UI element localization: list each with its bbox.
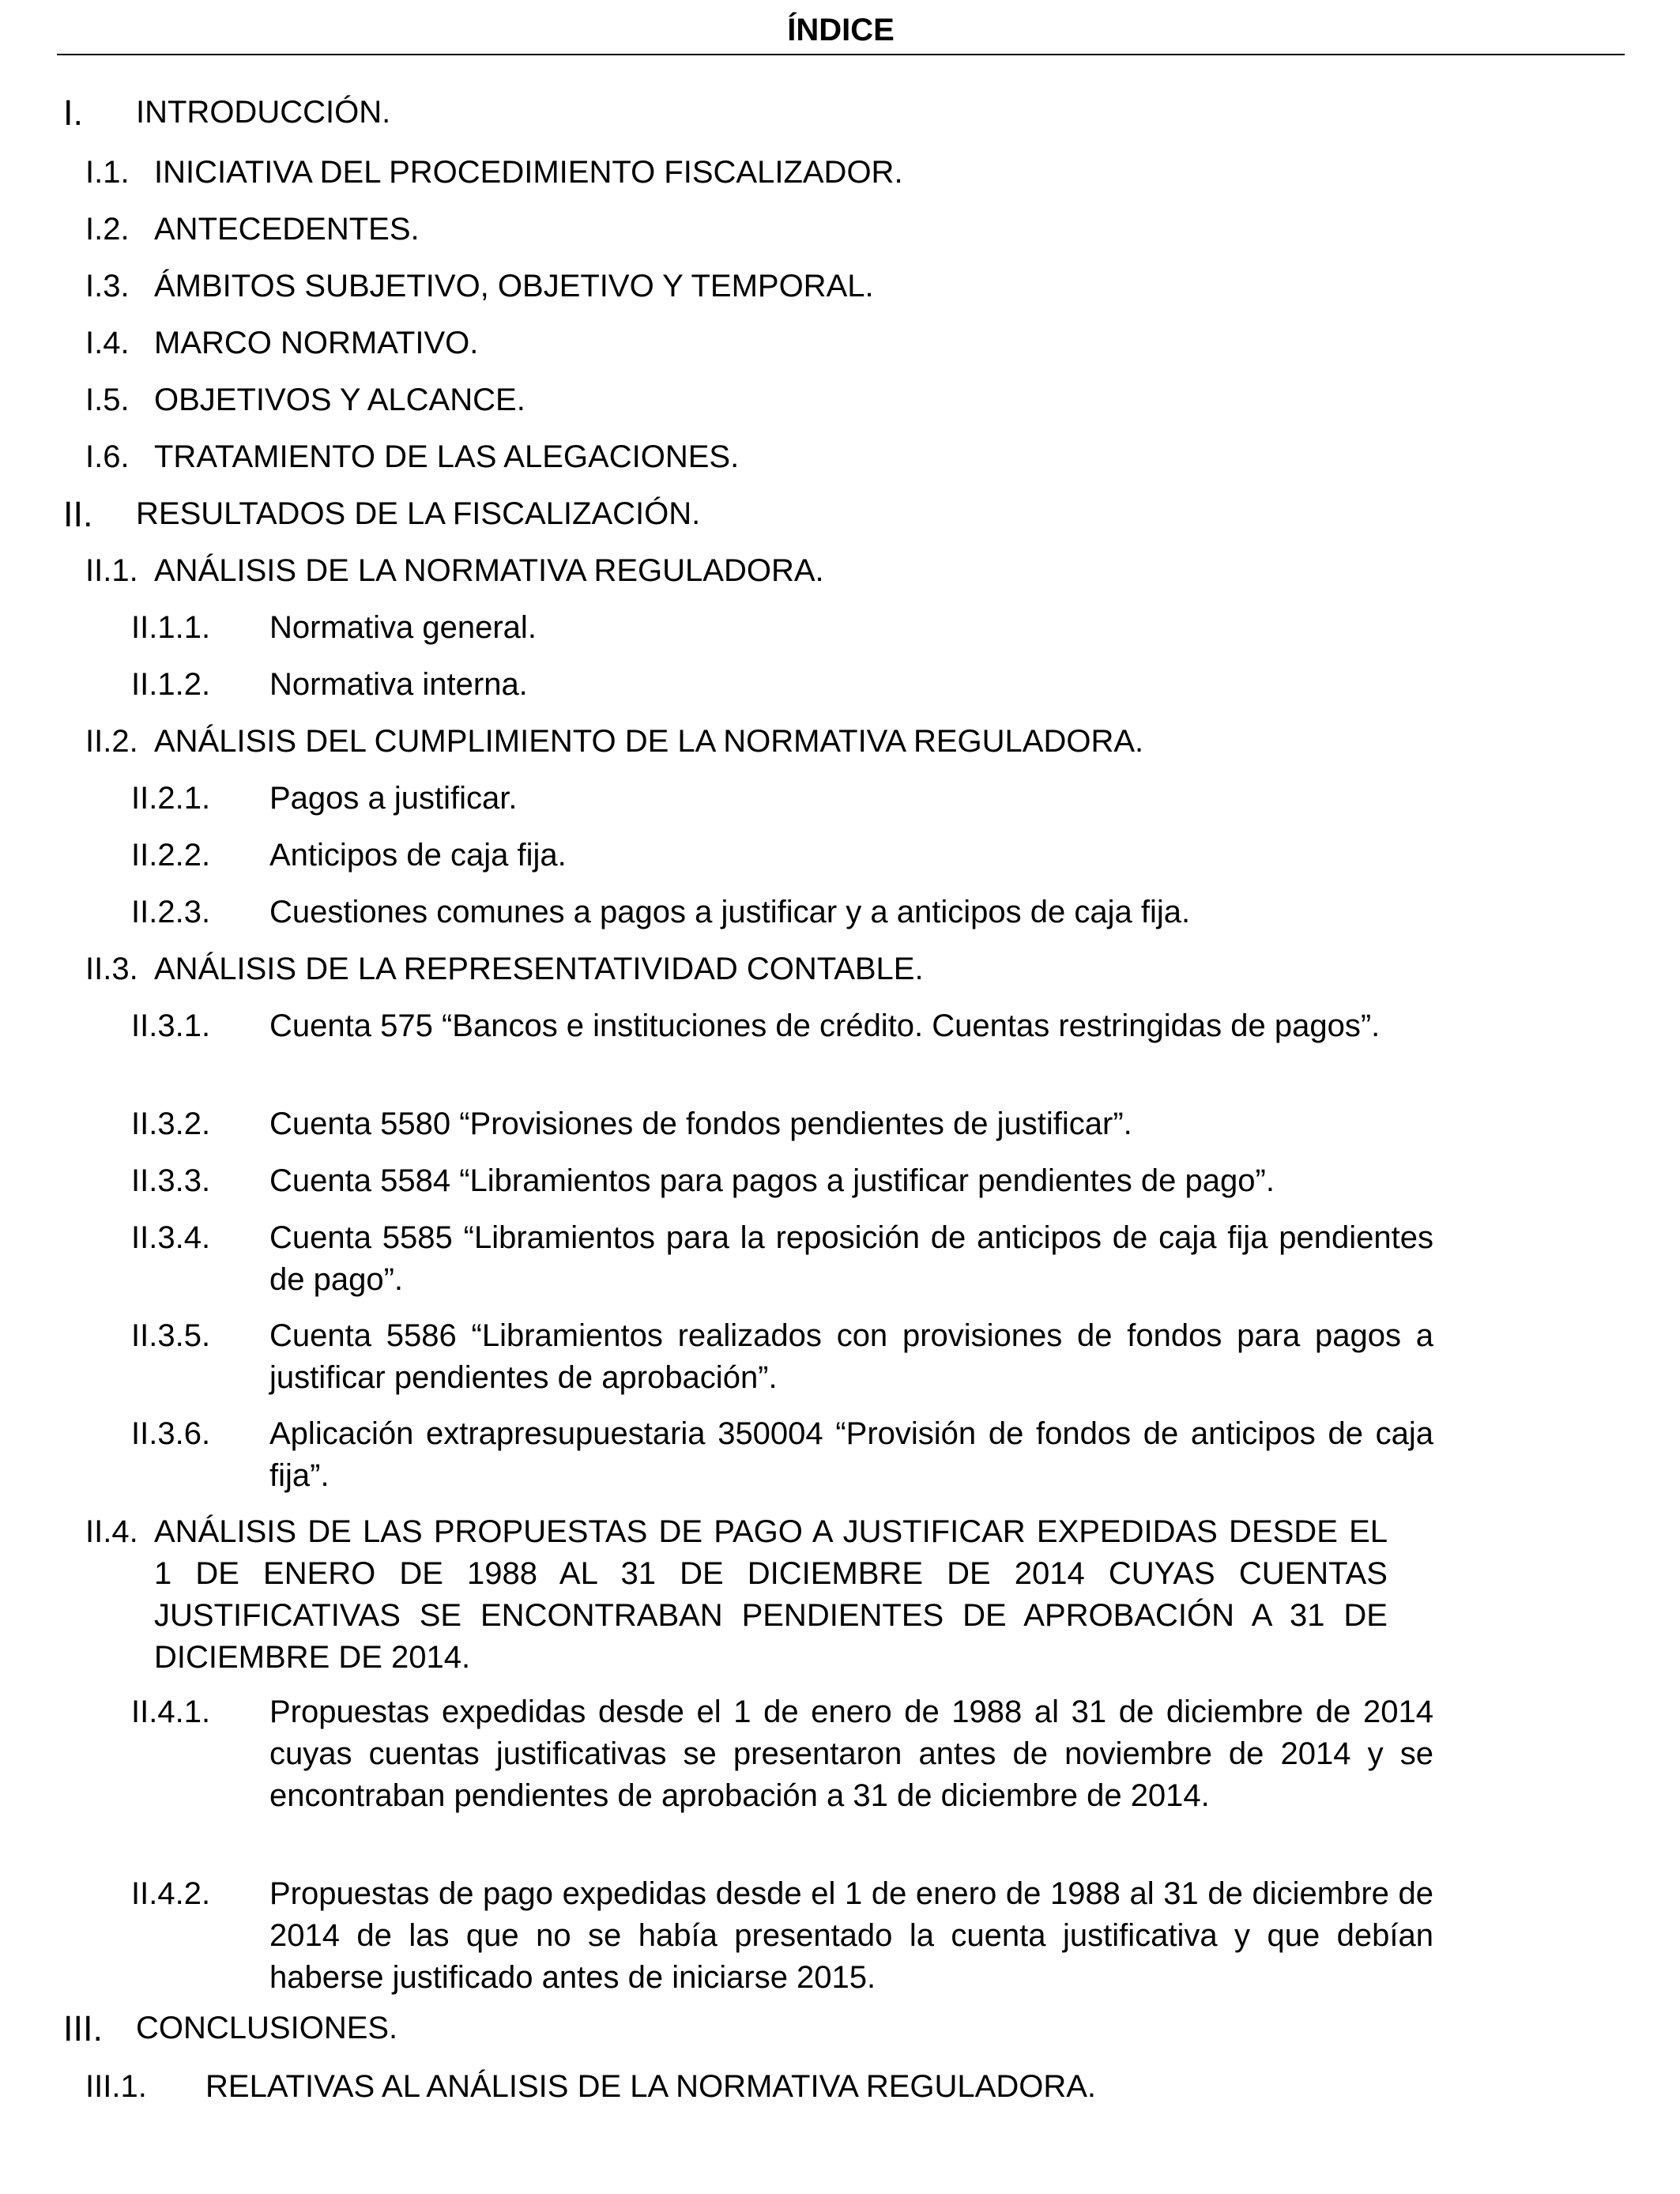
toc-number: II.3.3. xyxy=(131,1163,211,1198)
toc-number: II. xyxy=(63,494,93,534)
toc-number: II.4. xyxy=(85,1514,138,1549)
toc-number: III.1. xyxy=(85,2069,147,2104)
toc-number: II.3.1. xyxy=(131,1008,211,1043)
toc-number: I.4. xyxy=(85,326,130,360)
toc-text: CONCLUSIONES. xyxy=(136,2011,398,2045)
toc-number: II.2.1. xyxy=(131,781,211,816)
toc-text: TRATAMIENTO DE LAS ALEGACIONES. xyxy=(154,439,740,474)
toc-text: Cuestiones comunes a pagos a justificar y a anticipos de caja fija. xyxy=(269,895,1191,929)
toc-number: I. xyxy=(63,92,84,133)
index-header xyxy=(57,8,1625,55)
toc-number: II.1.2. xyxy=(131,667,211,702)
toc-text: OBJETIVOS Y ALCANCE. xyxy=(154,383,525,417)
toc-number: III. xyxy=(63,2008,104,2049)
toc-number: I.3. xyxy=(85,269,130,303)
toc-text: Anticipos de caja fija. xyxy=(269,838,567,873)
toc-number: II.1. xyxy=(85,553,138,588)
toc-number: II.3.5. xyxy=(131,1318,211,1353)
toc-number: II.3.2. xyxy=(131,1106,211,1141)
toc-number: I.1. xyxy=(85,155,130,190)
toc-text: ANÁLISIS DE LA NORMATIVA REGULADORA. xyxy=(154,553,824,588)
toc-number: II.4.1. xyxy=(131,1695,211,1729)
toc-text: ANÁLISIS DE LAS PROPUESTAS DE PAGO A JUSTIFICAR EXPEDIDAS DESDE EL 1 DE ENERO DE 1988 AL 31 DE DICIEMBRE DE 2014 CUYAS CUENTAS JUSTIFICATIVAS SE ENCONTRABAN PENDIENTES DE APROBACIÓN A 31 DE DICIEMBRE DE 2014. xyxy=(154,1514,1388,1675)
toc-text: Cuenta 5586 “Libramientos realizados con provisiones de fondos para pagos a justificar pendientes de aprobación”. xyxy=(269,1318,1433,1395)
toc-text: ANÁLISIS DEL CUMPLIMIENTO DE LA NORMATIVA REGULADORA. xyxy=(154,724,1144,759)
toc-text: Pagos a justificar. xyxy=(269,781,518,816)
toc-text: ANTECEDENTES. xyxy=(154,212,420,247)
toc-number: II.3. xyxy=(85,952,138,986)
toc-number: II.2. xyxy=(85,724,138,759)
toc-number: II.3.4. xyxy=(131,1220,211,1255)
index-title: ÍNDICE xyxy=(787,13,895,47)
toc-text: Cuenta 5585 “Libramientos para la reposición de anticipos de caja fija pendientes de pago”. xyxy=(269,1220,1433,1297)
toc-number: II.4.2. xyxy=(131,1876,211,1911)
toc-number: II.2.2. xyxy=(131,838,211,873)
toc-text: Normativa interna. xyxy=(269,667,528,702)
toc-text: Propuestas de pago expedidas desde el 1 de enero de 1988 al 31 de diciembre de 2014 de las que no se había presentado la cuenta justificativa y que debían haberse justificado antes de iniciarse 2015. xyxy=(269,1876,1433,1995)
toc-text: Propuestas expedidas desde el 1 de enero de 1988 al 31 de diciembre de 2014 cuyas cuentas justificativas se presentaron antes de noviembre de 2014 y se encontraban pendientes de aprobación a 31 de diciembre de 2014. xyxy=(269,1695,1433,1813)
toc-text: INTRODUCCIÓN. xyxy=(136,95,391,130)
toc-number: I.2. xyxy=(85,212,130,247)
toc-text: Aplicación extrapresupuestaria 350004 “Provisión de fondos de anticipos de caja fija”. xyxy=(269,1416,1433,1493)
toc-text: Cuenta 575 “Bancos e instituciones de crédito. Cuentas restringidas de pagos”. xyxy=(269,1008,1381,1043)
toc-text: RESULTADOS DE LA FISCALIZACIÓN. xyxy=(136,496,701,531)
toc-text: Cuenta 5580 “Provisiones de fondos pendientes de justificar”. xyxy=(269,1106,1132,1141)
toc-number: II.3.6. xyxy=(131,1416,211,1451)
toc-number: I.5. xyxy=(85,383,130,417)
toc-text: ÁMBITOS SUBJETIVO, OBJETIVO Y TEMPORAL. xyxy=(154,269,874,303)
toc-text: ANÁLISIS DE LA REPRESENTATIVIDAD CONTABLE. xyxy=(154,952,924,986)
toc-number: I.6. xyxy=(85,439,130,474)
toc-number: II.2.3. xyxy=(131,895,211,929)
toc-number: II.1.1. xyxy=(131,610,211,645)
toc-text: RELATIVAS AL ANÁLISIS DE LA NORMATIVA REGULADORA. xyxy=(205,2069,1097,2104)
toc-text: Cuenta 5584 “Libramientos para pagos a justificar pendientes de pago”. xyxy=(269,1163,1275,1198)
toc-text: Normativa general. xyxy=(269,610,537,645)
toc-text: MARCO NORMATIVO. xyxy=(154,326,479,360)
toc-text: INICIATIVA DEL PROCEDIMIENTO FISCALIZADOR. xyxy=(154,155,903,190)
